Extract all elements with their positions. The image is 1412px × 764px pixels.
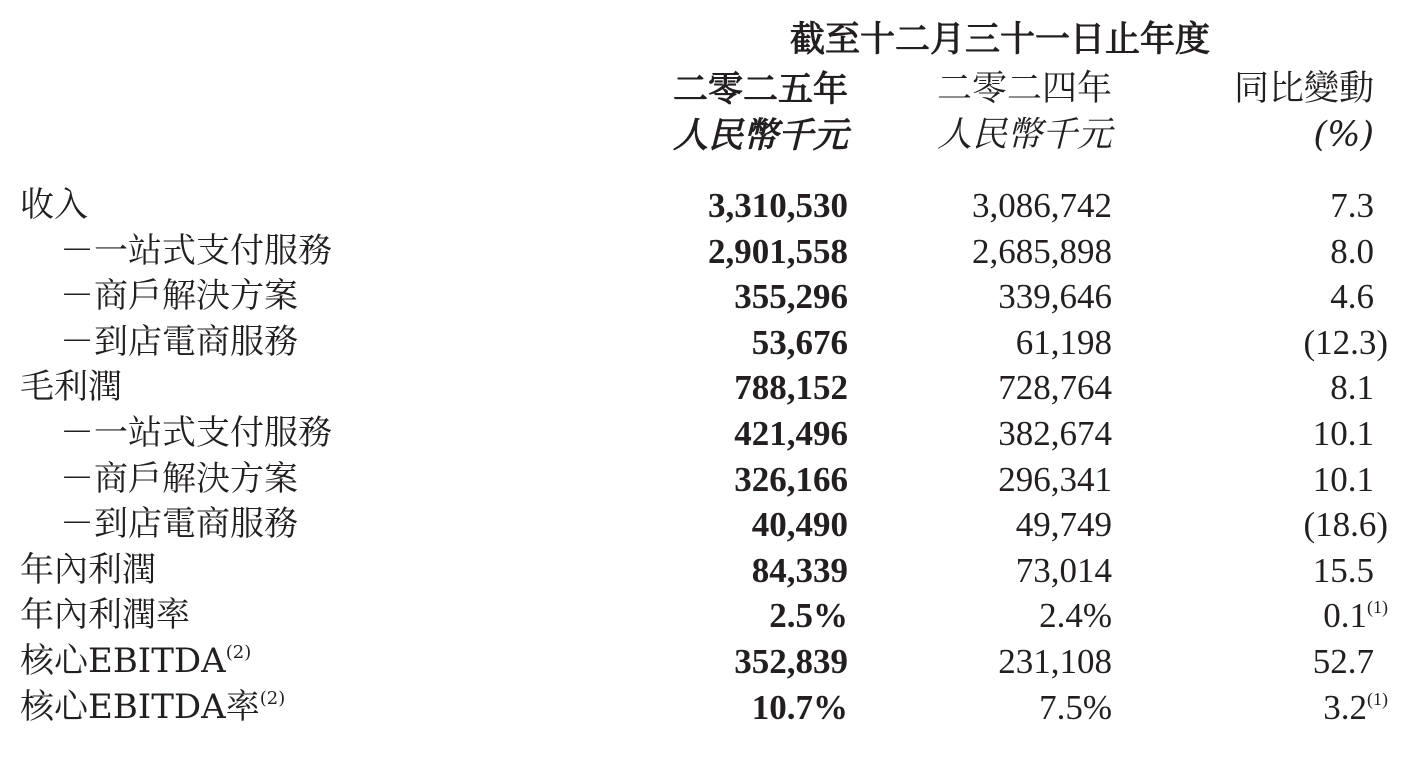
value-2025: 3,310,530 [708, 186, 848, 225]
value-2025: 326,166 [734, 460, 848, 499]
value-yoy [1313, 462, 1374, 497]
row-label [60, 459, 298, 499]
value-2024: 728,764 [998, 368, 1112, 407]
row-label-text: 核心EBITDA [20, 641, 226, 681]
period-header: 截至十二月三十一日止年度 [789, 19, 1210, 60]
label-footnote-marker: (2) [259, 688, 286, 709]
value-2024: 382,674 [998, 414, 1112, 453]
value-2024: 2,685,898 [972, 232, 1112, 271]
row-label-text: 年內利潤 [20, 550, 156, 590]
col-2024-unit: 人民幣千元 [936, 115, 1112, 155]
value-yoy [1330, 279, 1374, 314]
value-yoy [1323, 598, 1388, 633]
value-yoy [1323, 690, 1388, 725]
value-2025: 2.5% [769, 596, 848, 635]
row-label-text: －到店電商服務 [60, 504, 298, 544]
value-2025: 421,496 [734, 414, 848, 453]
col-yoy-title: 同比變動 [1233, 69, 1374, 109]
value-yoy [1313, 644, 1374, 679]
col-2025-year: 二零二五年 [672, 69, 848, 110]
row-label-text: 年內利潤率 [20, 595, 190, 635]
value-2024: 61,198 [1015, 323, 1112, 362]
row-label [20, 641, 252, 681]
row-label [20, 550, 156, 590]
value-2024: 231,108 [998, 642, 1112, 681]
row-label [20, 185, 88, 225]
yoy-text: 10.1 [1312, 460, 1374, 499]
col-2024-year: 二零二四年 [936, 69, 1112, 109]
yoy-text: 52.7 [1312, 642, 1374, 681]
value-yoy [1313, 553, 1374, 588]
yoy-text: 3.2 [1323, 688, 1367, 727]
value-yoy [1330, 234, 1374, 269]
label-footnote-marker: (2) [225, 642, 252, 663]
row-label [20, 687, 286, 727]
row-label-text: －到店電商服務 [60, 322, 298, 362]
row-label [60, 276, 298, 316]
yoy-footnote-marker: (1) [1367, 597, 1388, 617]
row-label [60, 322, 298, 362]
row-label [60, 504, 298, 544]
value-2025: 355,296 [734, 277, 848, 316]
value-2025: 788,152 [734, 368, 848, 407]
value-2024: 49,749 [1015, 505, 1112, 544]
row-label [60, 231, 332, 271]
yoy-text: 10.1 [1312, 414, 1374, 453]
row-label [60, 413, 332, 453]
value-2024: 7.5% [1039, 688, 1112, 727]
col-yoy-unit: (%) [1313, 115, 1374, 155]
value-2025: 40,490 [751, 505, 848, 544]
row-label-text: －一站式支付服務 [60, 231, 332, 271]
value-2024: 73,014 [1015, 551, 1112, 590]
value-2025: 10.7% [751, 688, 848, 727]
value-2025: 2,901,558 [708, 232, 848, 271]
value-yoy [1313, 416, 1374, 451]
yoy-text: 8.0 [1330, 232, 1374, 271]
row-label-text: 收入 [20, 185, 88, 225]
yoy-text: 4.6 [1330, 277, 1374, 316]
value-2025: 53,676 [751, 323, 848, 362]
yoy-text: 15.5 [1312, 551, 1374, 590]
row-label-text: －商戶解決方案 [60, 276, 298, 316]
yoy-text: (12.3) [1303, 323, 1388, 362]
value-yoy [1330, 370, 1374, 405]
value-2024: 2.4% [1039, 596, 1112, 635]
value-2024: 339,646 [998, 277, 1112, 316]
row-label-text: 毛利潤 [20, 367, 122, 407]
yoy-text: 0.1 [1323, 596, 1367, 635]
yoy-footnote-marker: (1) [1367, 689, 1388, 709]
value-2024: 296,341 [998, 460, 1112, 499]
yoy-text: 8.1 [1330, 368, 1374, 407]
row-label-text: －商戶解決方案 [60, 459, 298, 499]
value-yoy [1303, 325, 1388, 360]
yoy-text: (18.6) [1303, 505, 1388, 544]
row-label-text: －一站式支付服務 [60, 413, 332, 453]
value-yoy [1303, 507, 1388, 542]
value-2025: 352,839 [734, 642, 848, 681]
col-2025-unit: 人民幣千元 [672, 115, 848, 156]
row-label [20, 367, 122, 407]
row-label [20, 595, 190, 635]
row-label-text: 核心EBITDA率 [20, 687, 260, 727]
value-2024: 3,086,742 [972, 186, 1112, 225]
value-2025: 84,339 [751, 551, 848, 590]
value-yoy [1330, 188, 1374, 223]
yoy-text: 7.3 [1330, 186, 1374, 225]
